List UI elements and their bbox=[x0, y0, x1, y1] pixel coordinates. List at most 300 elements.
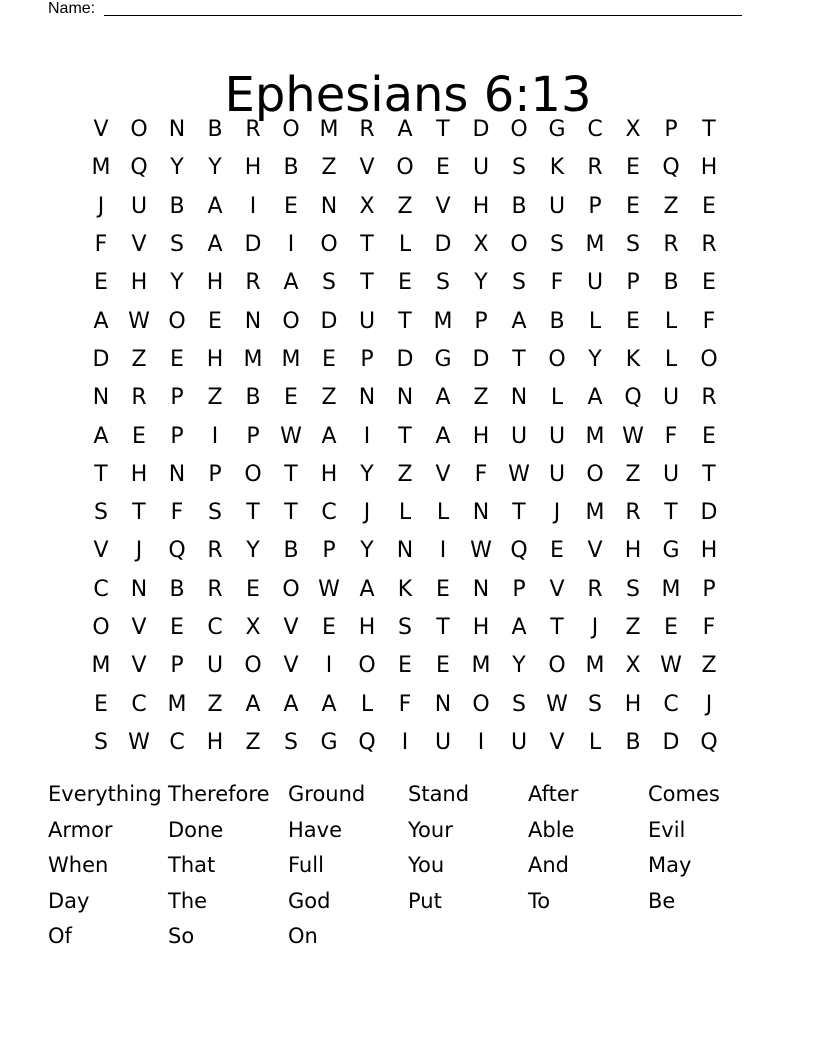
word-bank-item: May bbox=[648, 853, 692, 877]
grid-letter: A bbox=[397, 117, 413, 143]
word-bank-item: Be bbox=[648, 888, 676, 913]
grid-letter: M bbox=[243, 346, 263, 372]
grid-letter: I bbox=[439, 538, 447, 564]
grid-letter: U bbox=[548, 193, 566, 219]
grid-letter: E bbox=[284, 385, 298, 411]
grid-letter: H bbox=[206, 346, 224, 372]
grid-letter: W bbox=[546, 691, 568, 717]
grid-letter: N bbox=[92, 385, 110, 411]
grid-letter: Q bbox=[700, 729, 718, 755]
grid-letter: R bbox=[701, 232, 717, 258]
grid-letter: H bbox=[130, 270, 148, 296]
grid-letter: O bbox=[282, 576, 300, 602]
grid-letter: B bbox=[283, 538, 299, 564]
grid-letter: A bbox=[587, 385, 603, 411]
grid-letter: U bbox=[434, 729, 452, 755]
grid-letter: E bbox=[398, 270, 412, 296]
grid-letter: O bbox=[130, 117, 148, 143]
grid-letter: T bbox=[512, 500, 526, 526]
grid-letter: U bbox=[662, 385, 680, 411]
letter-grid bbox=[82, 111, 728, 762]
grid-letter: H bbox=[624, 691, 642, 717]
grid-letter: Y bbox=[170, 270, 184, 296]
name-write-line bbox=[104, 15, 742, 16]
grid-letter: Y bbox=[360, 538, 374, 564]
grid-letter: Q bbox=[168, 538, 186, 564]
grid-letter: R bbox=[587, 155, 603, 181]
grid-letter: Y bbox=[208, 155, 222, 181]
grid-letter: R bbox=[663, 232, 679, 258]
grid-letter: P bbox=[474, 308, 488, 334]
grid-letter: X bbox=[473, 232, 489, 258]
grid-letter: A bbox=[93, 308, 109, 334]
grid-letter: E bbox=[246, 576, 260, 602]
grid-letter: V bbox=[131, 232, 147, 258]
grid-letter: W bbox=[622, 423, 644, 449]
grid-letter: P bbox=[170, 423, 184, 449]
grid-letter: V bbox=[131, 615, 147, 640]
word-bank-item: Full bbox=[288, 853, 324, 877]
grid-letter: W bbox=[128, 308, 150, 334]
grid-letter: R bbox=[359, 117, 375, 143]
grid-letter: O bbox=[396, 155, 414, 181]
grid-letter: L bbox=[398, 232, 412, 258]
grid-letter: L bbox=[360, 691, 374, 717]
grid-letter: H bbox=[358, 615, 376, 640]
grid-letter: S bbox=[94, 729, 108, 755]
grid-letter: I bbox=[211, 423, 219, 449]
grid-letter: M bbox=[585, 653, 605, 679]
grid-letter: L bbox=[398, 500, 412, 526]
grid-letter: J bbox=[591, 615, 599, 640]
grid-letter: C bbox=[131, 691, 147, 717]
grid-letter: A bbox=[321, 691, 337, 717]
grid-letter: J bbox=[97, 193, 105, 219]
grid-letter: H bbox=[244, 155, 262, 181]
grid-letter: B bbox=[511, 193, 527, 219]
word-bank-item: Stand bbox=[408, 782, 470, 806]
grid-letter: T bbox=[360, 232, 374, 258]
grid-letter: N bbox=[434, 691, 452, 717]
grid-letter: S bbox=[626, 576, 640, 602]
grid-letter: S bbox=[170, 232, 184, 258]
grid-letter: O bbox=[700, 346, 718, 372]
grid-row bbox=[82, 647, 728, 685]
grid-letter: P bbox=[664, 117, 678, 143]
grid-row bbox=[82, 494, 728, 532]
grid-letter: Q bbox=[662, 155, 680, 181]
grid-row bbox=[82, 226, 728, 264]
grid-letter: T bbox=[512, 346, 526, 372]
grid-letter: E bbox=[664, 615, 678, 640]
grid-letter: Z bbox=[207, 691, 223, 717]
grid-letter: R bbox=[207, 538, 223, 564]
grid-letter: L bbox=[664, 308, 678, 334]
grid-letter: P bbox=[322, 538, 336, 564]
grid-letter: H bbox=[472, 193, 490, 219]
grid-letter: T bbox=[398, 308, 412, 334]
grid-letter: G bbox=[434, 346, 452, 372]
grid-letter: G bbox=[662, 538, 680, 564]
grid-letter: Y bbox=[588, 346, 602, 372]
grid-letter: P bbox=[702, 576, 716, 602]
grid-row bbox=[82, 724, 728, 762]
grid-letter: X bbox=[359, 193, 375, 219]
grid-letter: Z bbox=[473, 385, 489, 411]
grid-letter: H bbox=[472, 615, 490, 640]
grid-letter: M bbox=[281, 346, 301, 372]
grid-row bbox=[82, 341, 728, 379]
grid-letter: R bbox=[245, 270, 261, 296]
grid-letter: H bbox=[320, 461, 338, 487]
grid-letter: R bbox=[245, 117, 261, 143]
grid-letter: T bbox=[94, 461, 108, 487]
word-bank-item: Therefore bbox=[168, 782, 270, 806]
grid-letter: O bbox=[320, 232, 338, 258]
word-bank-item: That bbox=[168, 853, 216, 877]
grid-letter: L bbox=[436, 500, 450, 526]
grid-letter: F bbox=[702, 615, 716, 640]
grid-row bbox=[82, 532, 728, 570]
grid-letter: P bbox=[360, 346, 374, 372]
grid-letter: V bbox=[283, 653, 299, 679]
grid-letter: E bbox=[94, 691, 108, 717]
grid-letter: F bbox=[474, 461, 488, 487]
grid-letter: E bbox=[170, 615, 184, 640]
grid-letter: N bbox=[130, 576, 148, 602]
grid-letter: D bbox=[472, 346, 490, 372]
grid-letter: O bbox=[548, 653, 566, 679]
grid-letter: C bbox=[321, 500, 337, 526]
grid-letter: E bbox=[94, 270, 108, 296]
grid-letter: O bbox=[510, 117, 528, 143]
grid-letter: Z bbox=[397, 461, 413, 487]
grid-letter: S bbox=[284, 729, 298, 755]
grid-letter: B bbox=[169, 193, 185, 219]
grid-letter: B bbox=[283, 155, 299, 181]
grid-letter: A bbox=[321, 423, 337, 449]
name-field bbox=[48, 0, 742, 18]
grid-letter: A bbox=[511, 615, 527, 640]
grid-letter: D bbox=[396, 346, 414, 372]
grid-letter: Z bbox=[663, 193, 679, 219]
grid-letter: J bbox=[705, 691, 713, 717]
grid-letter: T bbox=[360, 270, 374, 296]
grid-letter: W bbox=[318, 576, 340, 602]
grid-letter: Z bbox=[397, 193, 413, 219]
grid-row bbox=[82, 264, 728, 302]
grid-letter: R bbox=[131, 385, 147, 411]
grid-letter: S bbox=[626, 232, 640, 258]
grid-letter: E bbox=[626, 308, 640, 334]
grid-letter: B bbox=[169, 576, 185, 602]
word-bank-item: Have bbox=[288, 817, 343, 842]
grid-letter: N bbox=[168, 461, 186, 487]
word-bank-item: Evil bbox=[648, 817, 686, 842]
grid-letter: E bbox=[702, 193, 716, 219]
grid-letter: W bbox=[128, 729, 150, 755]
grid-letter: E bbox=[436, 576, 450, 602]
grid-row bbox=[82, 571, 728, 609]
grid-letter: Z bbox=[207, 385, 223, 411]
grid-letter: F bbox=[664, 423, 678, 449]
word-bank-item: Everything bbox=[48, 782, 162, 806]
grid-letter: P bbox=[588, 193, 602, 219]
grid-letter: T bbox=[702, 461, 716, 487]
grid-letter: N bbox=[472, 576, 490, 602]
grid-letter: M bbox=[585, 232, 605, 258]
grid-letter: K bbox=[625, 346, 641, 372]
grid-letter: Y bbox=[170, 155, 184, 181]
grid-letter: O bbox=[282, 117, 300, 143]
grid-letter: A bbox=[207, 193, 223, 219]
grid-letter: U bbox=[130, 193, 148, 219]
grid-letter: V bbox=[435, 461, 451, 487]
grid-letter: B bbox=[207, 117, 223, 143]
grid-letter: Q bbox=[510, 538, 528, 564]
grid-letter: T bbox=[398, 423, 412, 449]
grid-letter: Q bbox=[130, 155, 148, 181]
grid-letter: X bbox=[625, 653, 641, 679]
grid-letter: G bbox=[548, 117, 566, 143]
grid-row bbox=[82, 379, 728, 417]
grid-letter: D bbox=[472, 117, 490, 143]
grid-letter: A bbox=[283, 270, 299, 296]
word-bank-item: Day bbox=[48, 888, 90, 913]
grid-letter: I bbox=[287, 232, 295, 258]
grid-letter: H bbox=[700, 538, 718, 564]
grid-letter: X bbox=[245, 615, 261, 640]
grid-letter: N bbox=[168, 117, 186, 143]
grid-letter: J bbox=[135, 538, 143, 564]
grid-letter: F bbox=[550, 270, 564, 296]
grid-letter: E bbox=[702, 270, 716, 296]
grid-row bbox=[82, 685, 728, 723]
grid-letter: P bbox=[512, 576, 526, 602]
grid-letter: C bbox=[169, 729, 185, 755]
grid-letter: F bbox=[398, 691, 412, 717]
page-title: Ephesians 6:13 bbox=[224, 67, 592, 124]
grid-letter: Y bbox=[246, 538, 260, 564]
grid-letter: E bbox=[170, 346, 184, 372]
grid-letter: P bbox=[170, 385, 184, 411]
grid-letter: L bbox=[664, 346, 678, 372]
grid-letter: D bbox=[700, 500, 718, 526]
grid-letter: O bbox=[92, 615, 110, 640]
grid-letter: B bbox=[245, 385, 261, 411]
grid-letter: U bbox=[548, 461, 566, 487]
grid-letter: A bbox=[435, 385, 451, 411]
grid-letter: O bbox=[548, 346, 566, 372]
grid-letter: W bbox=[660, 653, 682, 679]
grid-letter: O bbox=[168, 308, 186, 334]
grid-letter: D bbox=[662, 729, 680, 755]
grid-letter: Y bbox=[474, 270, 488, 296]
grid-letter: O bbox=[586, 461, 604, 487]
grid-letter: I bbox=[477, 729, 485, 755]
grid-letter: A bbox=[245, 691, 261, 717]
grid-letter: W bbox=[280, 423, 302, 449]
grid-letter: S bbox=[208, 500, 222, 526]
grid-letter: T bbox=[664, 500, 678, 526]
grid-letter: E bbox=[132, 423, 146, 449]
grid-letter: Z bbox=[625, 461, 641, 487]
grid-letter: H bbox=[624, 538, 642, 564]
grid-letter: U bbox=[510, 423, 528, 449]
grid-letter: E bbox=[702, 423, 716, 449]
grid-letter: O bbox=[358, 653, 376, 679]
grid-letter: W bbox=[508, 461, 530, 487]
grid-letter: X bbox=[625, 117, 641, 143]
grid-letter: S bbox=[322, 270, 336, 296]
grid-letter: Z bbox=[321, 155, 337, 181]
grid-letter: E bbox=[626, 193, 640, 219]
grid-letter: Z bbox=[131, 346, 147, 372]
word-bank-item: When bbox=[48, 853, 109, 877]
grid-letter: A bbox=[93, 423, 109, 449]
grid-letter: H bbox=[206, 729, 224, 755]
grid-letter: P bbox=[170, 653, 184, 679]
grid-letter: C bbox=[93, 576, 109, 602]
word-bank-item: Armor bbox=[48, 817, 113, 842]
grid-row bbox=[82, 149, 728, 187]
grid-letter: D bbox=[244, 232, 262, 258]
grid-letter: I bbox=[249, 193, 257, 219]
grid-letter: V bbox=[587, 538, 603, 564]
grid-letter: S bbox=[512, 155, 526, 181]
grid-letter: E bbox=[436, 155, 450, 181]
grid-letter: N bbox=[244, 308, 262, 334]
grid-letter: I bbox=[401, 729, 409, 755]
grid-letter: T bbox=[436, 615, 450, 640]
grid-letter: E bbox=[284, 193, 298, 219]
grid-letter: I bbox=[363, 423, 371, 449]
grid-letter: S bbox=[588, 691, 602, 717]
grid-letter: T bbox=[246, 500, 260, 526]
grid-letter: O bbox=[510, 232, 528, 258]
word-bank-item: Done bbox=[168, 817, 224, 842]
grid-letter: E bbox=[208, 308, 222, 334]
grid-letter: F bbox=[94, 232, 108, 258]
grid-letter: T bbox=[284, 500, 298, 526]
grid-letter: A bbox=[359, 576, 375, 602]
grid-row bbox=[82, 188, 728, 226]
word-bank-item: Ground bbox=[288, 782, 366, 806]
grid-letter: P bbox=[208, 461, 222, 487]
grid-letter: H bbox=[472, 423, 490, 449]
name-label: Name: bbox=[48, 0, 96, 17]
grid-letter: N bbox=[396, 538, 414, 564]
grid-letter: S bbox=[436, 270, 450, 296]
grid-letter: N bbox=[472, 500, 490, 526]
grid-letter: P bbox=[626, 270, 640, 296]
grid-letter: M bbox=[91, 155, 111, 181]
grid-row bbox=[82, 111, 728, 149]
grid-letter: E bbox=[436, 653, 450, 679]
grid-letter: U bbox=[586, 270, 604, 296]
grid-letter: L bbox=[550, 385, 564, 411]
grid-letter: U bbox=[358, 308, 376, 334]
grid-letter: N bbox=[320, 193, 338, 219]
grid-letter: L bbox=[588, 308, 602, 334]
word-bank-item: You bbox=[408, 853, 445, 877]
grid-letter: M bbox=[91, 653, 111, 679]
grid-letter: F bbox=[702, 308, 716, 334]
grid-letter: S bbox=[94, 500, 108, 526]
grid-letter: Y bbox=[512, 653, 526, 679]
grid-letter: H bbox=[700, 155, 718, 181]
grid-row bbox=[82, 302, 728, 340]
grid-letter: V bbox=[283, 615, 299, 640]
grid-letter: N bbox=[510, 385, 528, 411]
grid-letter: V bbox=[93, 538, 109, 564]
grid-letter: E bbox=[626, 155, 640, 181]
grid-letter: N bbox=[358, 385, 376, 411]
grid-letter: J bbox=[553, 500, 561, 526]
word-bank-item: God bbox=[288, 888, 331, 913]
grid-letter: H bbox=[130, 461, 148, 487]
grid-letter: T bbox=[132, 500, 146, 526]
grid-letter: V bbox=[549, 576, 565, 602]
grid-letter: M bbox=[661, 576, 681, 602]
grid-letter: M bbox=[471, 653, 491, 679]
grid-row bbox=[82, 609, 728, 647]
grid-letter: O bbox=[244, 461, 262, 487]
grid-letter: U bbox=[662, 461, 680, 487]
grid-letter: A bbox=[511, 308, 527, 334]
grid-letter: E bbox=[322, 346, 336, 372]
grid-letter: E bbox=[398, 653, 412, 679]
word-bank bbox=[48, 777, 768, 955]
grid-letter: D bbox=[434, 232, 452, 258]
grid-letter: I bbox=[325, 653, 333, 679]
grid-letter: E bbox=[550, 538, 564, 564]
grid-letter: Z bbox=[245, 729, 261, 755]
grid-letter: U bbox=[472, 155, 490, 181]
grid-letter: C bbox=[587, 117, 603, 143]
grid-letter: W bbox=[470, 538, 492, 564]
grid-letter: Q bbox=[358, 729, 376, 755]
grid-letter: R bbox=[625, 500, 641, 526]
word-bank-item: On bbox=[288, 924, 318, 948]
grid-letter: Z bbox=[625, 615, 641, 640]
grid-letter: Z bbox=[701, 653, 717, 679]
grid-row bbox=[82, 456, 728, 494]
grid-letter: N bbox=[396, 385, 414, 411]
grid-letter: U bbox=[548, 423, 566, 449]
grid-letter: T bbox=[436, 117, 450, 143]
grid-letter: S bbox=[512, 270, 526, 296]
word-bank-item: The bbox=[168, 888, 208, 913]
grid-letter: Y bbox=[360, 461, 374, 487]
grid-letter: L bbox=[588, 729, 602, 755]
grid-letter: B bbox=[549, 308, 565, 334]
grid-letter: D bbox=[320, 308, 338, 334]
grid-letter: Z bbox=[321, 385, 337, 411]
grid-letter: T bbox=[550, 615, 564, 640]
grid-letter: A bbox=[435, 423, 451, 449]
word-bank-item: Your bbox=[408, 817, 453, 842]
grid-letter: V bbox=[131, 653, 147, 679]
grid-letter: S bbox=[512, 691, 526, 717]
grid-letter: R bbox=[587, 576, 603, 602]
grid-letter: K bbox=[397, 576, 413, 602]
word-bank-item: Able bbox=[528, 817, 575, 842]
grid-letter: R bbox=[207, 576, 223, 602]
grid-letter: K bbox=[549, 155, 565, 181]
grid-letter: M bbox=[433, 308, 453, 334]
grid-letter: T bbox=[702, 117, 716, 143]
